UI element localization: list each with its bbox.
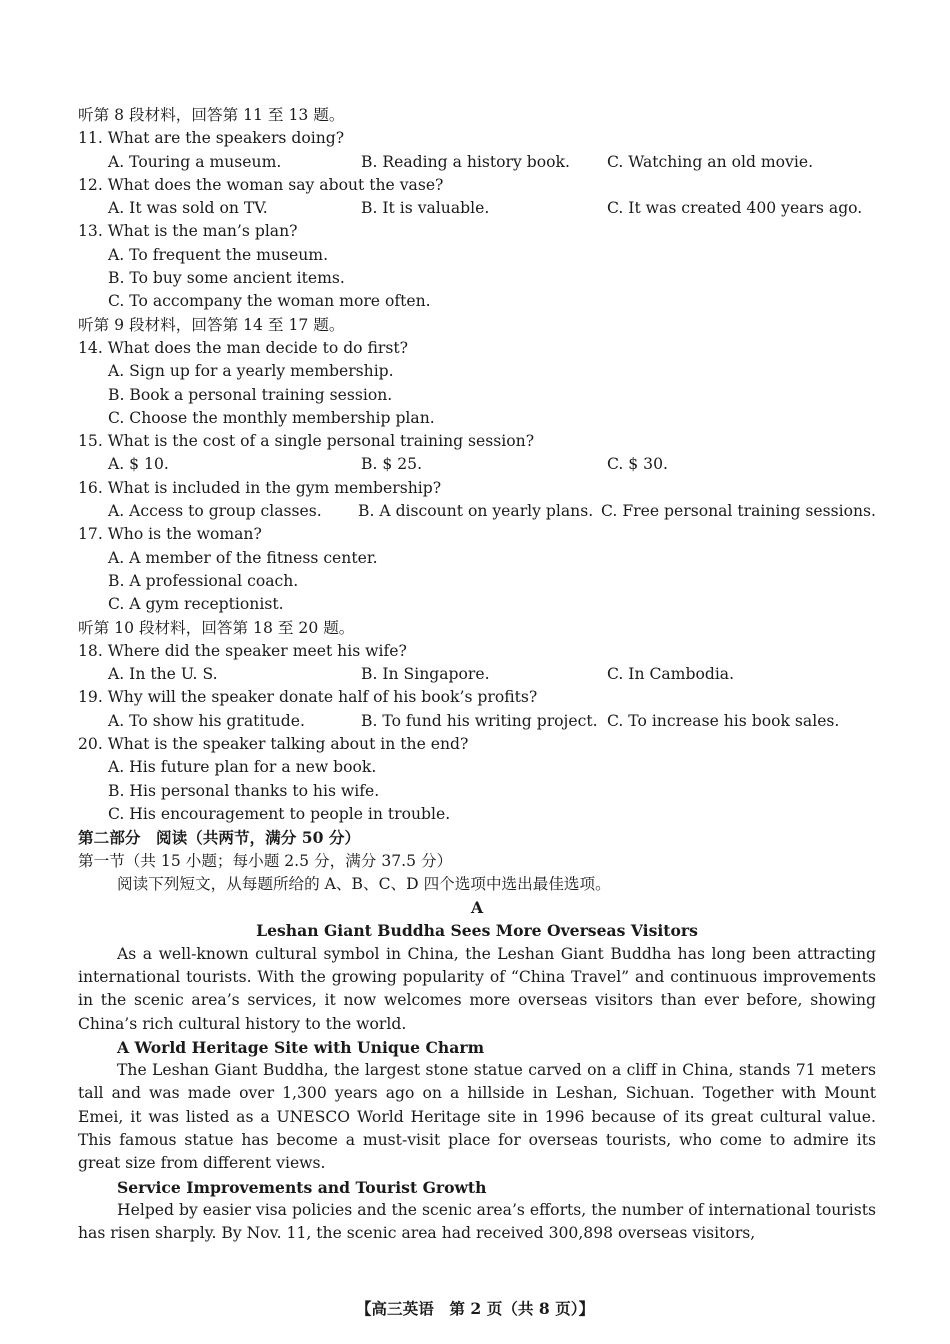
reading-instruction: 阅读下列短文，从每题所给的 A、B、C、D 四个选项中选出最佳选项。 (117, 874, 611, 893)
question-13: 13. What is the man’s plan? (78, 222, 298, 241)
question-18-options (78, 663, 876, 686)
option-a: A. His future plan for a new book. (108, 758, 377, 777)
option-c: C. $ 30. (607, 455, 668, 474)
passage-letter: A (470, 898, 484, 918)
section-8-heading: 听第 8 段材料，回答第 11 至 13 题。 (78, 106, 345, 124)
option-a: A. To frequent the museum. (108, 245, 329, 264)
option-b: B. A discount on yearly plans. (357, 502, 594, 521)
page-footer: 【高三英语 第 2 页（共 8 页）】 (355, 1299, 595, 1318)
question-17: 17. Who is the woman? (78, 525, 262, 544)
option-a: A. $ 10. (108, 455, 169, 474)
option-c: C. In Cambodia. (607, 665, 735, 684)
option-b: B. Reading a history book. (361, 152, 570, 171)
section-10-heading: 听第 10 段材料，回答第 18 至 20 题。 (78, 618, 355, 637)
option-b: B. To buy some ancient items. (108, 269, 345, 288)
question-20: 20. What is the speaker talking about in the end? (78, 735, 469, 754)
option-a: A. Sign up for a yearly membership. (108, 362, 394, 381)
option-c: C. Watching an old movie. (607, 152, 814, 171)
option-a: A. Touring a museum. (108, 152, 282, 171)
passage-subheading-1: A World Heritage Site with Unique Charm (117, 1037, 485, 1057)
passage-paragraph-1: As a well-known cultural symbol in China, the Leshan Giant Buddha has long been attracting international tourists. With the growing popularity of “China Travel” and continuous improvements in the scenic area’s services, it now welcomes more overseas visitors than ever before, showing China’s rich cultural history to the world. (78, 944, 876, 1033)
option-c: C. To increase his book sales. (607, 711, 840, 730)
option-a: A. Access to group classes. (108, 502, 322, 521)
question-11-options (78, 151, 876, 174)
option-a: A. It was sold on TV. (108, 199, 268, 218)
question-12-options (78, 197, 876, 220)
page-content (78, 104, 876, 1246)
option-b: B. $ 25. (361, 455, 423, 474)
option-c: C. It was created 400 years ago. (607, 199, 863, 218)
section-9-heading: 听第 9 段材料，回答第 14 至 17 题。 (78, 315, 345, 334)
option-a: A. A member of the fitness center. (108, 548, 378, 567)
question-15-options (78, 453, 876, 476)
option-b: B. A professional coach. (108, 571, 299, 590)
passage-paragraph-2: The Leshan Giant Buddha, the largest stone statue carved on a cliff in China, stands 71 meters tall and was made over 1,300 years ago on a hillside in Leshan, Sichuan. Together with Mount Emei, it was listed as a UNESCO World Heritage site in 1996 because of its great cultural value. This famous statue has become a must-visit place for overseas tourists, who come to admire its great size from different views. (78, 1061, 876, 1173)
option-b: B. To fund his writing project. (361, 711, 598, 730)
option-c: C. Free personal training sessions. (601, 502, 876, 521)
option-c: C. A gym receptionist. (108, 595, 284, 614)
question-16: 16. What is included in the gym membership? (78, 478, 442, 497)
passage-paragraph-3: Helped by easier visa policies and the scenic area’s efforts, the number of international tourists has risen sharply. By Nov. 11, the scenic area had received 300,898 overseas visitors, (78, 1200, 876, 1243)
option-b: B. His personal thanks to his wife. (108, 781, 380, 800)
section-one-heading: 第一节（共 15 小题；每小题 2.5 分，满分 37.5 分） (78, 851, 453, 870)
part-two-heading: 第二部分 阅读（共两节，满分 50 分） (78, 828, 361, 848)
option-b: B. Book a personal training session. (108, 385, 393, 404)
option-c: C. Choose the monthly membership plan. (108, 408, 435, 427)
passage-subheading-2: Service Improvements and Tourist Growth (117, 1177, 487, 1197)
option-b: B. In Singapore. (361, 665, 490, 684)
question-14: 14. What does the man decide to do first? (78, 338, 409, 357)
option-b: B. It is valuable. (361, 199, 490, 218)
question-19-options (78, 710, 876, 733)
question-12: 12. What does the woman say about the vase? (78, 175, 444, 194)
option-a: A. In the U. S. (108, 665, 218, 684)
question-18: 18. Where did the speaker meet his wife? (78, 641, 407, 660)
question-15: 15. What is the cost of a single personal training session? (78, 432, 535, 451)
question-19: 19. Why will the speaker donate half of his book’s profits? (78, 688, 538, 707)
option-a: A. To show his gratitude. (108, 711, 305, 730)
question-16-options (78, 500, 876, 523)
passage-title: Leshan Giant Buddha Sees More Overseas Visitors (256, 921, 698, 941)
option-c: C. His encouragement to people in trouble. (108, 804, 451, 823)
option-c: C. To accompany the woman more often. (108, 292, 431, 311)
question-11: 11. What are the speakers doing? (78, 129, 345, 148)
